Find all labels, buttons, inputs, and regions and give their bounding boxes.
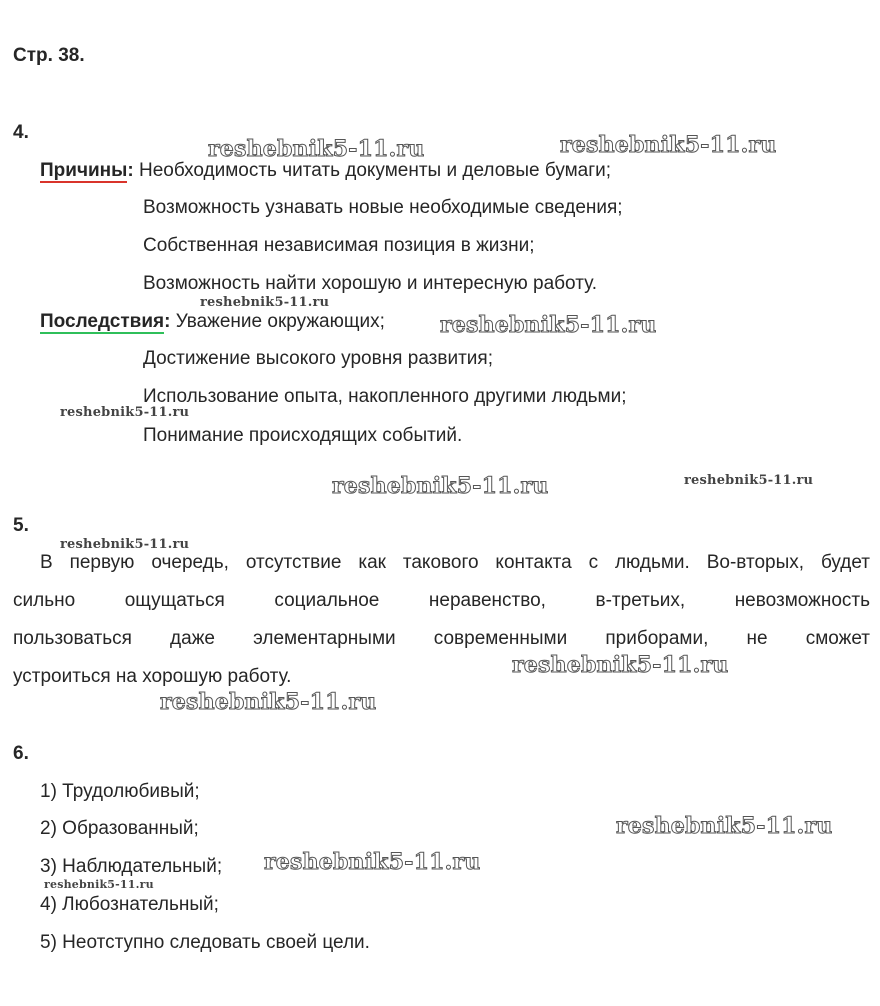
effect-item: Достижение высокого уровня развития; — [143, 348, 493, 369]
list-item: 5) Неотступно следовать своей цели. — [40, 932, 370, 953]
task-5-line-2: сильно ощущаться социальное неравенство, в-третьих, невозможность — [13, 590, 870, 611]
list-item: 3) Наблюдательный; — [40, 856, 223, 877]
cause-item: Возможность найти хорошую и интересную работу. — [143, 273, 597, 294]
watermark: reshebnik5-11.ru — [160, 689, 377, 715]
cause-item: Необходимость читать документы и деловые бумаги; — [138, 160, 612, 181]
watermark: reshebnik5-11.ru — [60, 537, 190, 552]
watermark: reshebnik5-11.ru — [440, 312, 657, 338]
effects-colon: : — [164, 311, 171, 332]
watermark: reshebnik5-11.ru — [684, 473, 814, 488]
page-label: Стр. 38. — [13, 45, 85, 66]
watermark: reshebnik5-11.ru — [208, 136, 425, 162]
list-item: 2) Образованный; — [40, 818, 199, 839]
effects-label: Последствия — [40, 311, 165, 332]
causes-colon: : — [127, 160, 134, 181]
watermark: reshebnik5-11.ru — [616, 813, 833, 839]
watermark: reshebnik5-11.ru — [332, 473, 549, 499]
watermark: reshebnik5-11.ru — [512, 652, 729, 678]
effects-line-1 — [40, 311, 385, 333]
list-item: 4) Любознательный; — [40, 894, 219, 915]
causes-label: Причины — [40, 160, 128, 181]
watermark: reshebnik5-11.ru — [560, 132, 777, 158]
task-5-line-3: пользоваться даже элементарными современными приборами, не сможет — [13, 628, 870, 649]
task-6-number: 6. — [13, 743, 29, 764]
watermark: reshebnik5-11.ru — [264, 849, 481, 875]
effect-item: Уважение окружающих; — [175, 311, 385, 332]
task-5-line-4: устроиться на хорошую работу. — [13, 666, 292, 687]
task-5-number: 5. — [13, 515, 29, 536]
task-5-line-1: В первую очередь, отсутствие как такового контакта с людьми. Во-вторых, будет — [40, 552, 870, 573]
cause-item: Собственная независимая позиция в жизни; — [143, 235, 535, 256]
list-item: 1) Трудолюбивый; — [40, 781, 200, 802]
effect-item: Использование опыта, накопленного другими людьми; — [143, 386, 627, 407]
task-4-number: 4. — [13, 122, 29, 143]
causes-line-1 — [40, 160, 611, 182]
effect-item: Понимание происходящих событий. — [143, 425, 463, 446]
cause-item: Возможность узнавать новые необходимые сведения; — [143, 197, 623, 218]
watermark: reshebnik5-11.ru — [60, 405, 190, 420]
watermark: reshebnik5-11.ru — [200, 295, 330, 310]
watermark: reshebnik5-11.ru — [44, 878, 154, 891]
